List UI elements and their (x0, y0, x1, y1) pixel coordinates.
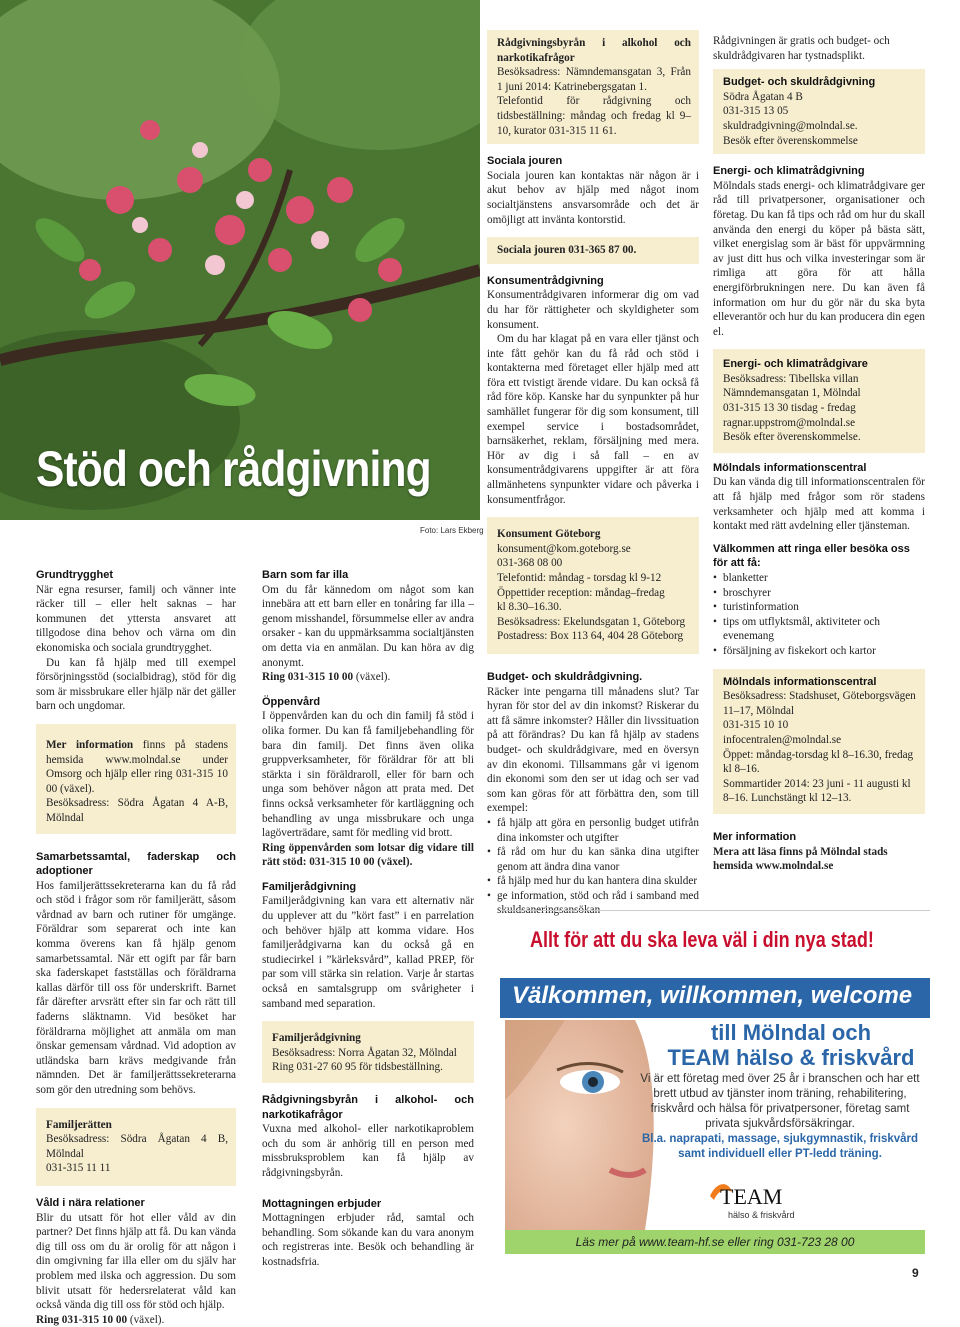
paragraph: Mottagningen erbjuder råd, samtal och behandling. Som sökande kan du vara anonym och registreras inte. Besök och behandling är kostnadsfria. (262, 1212, 474, 1268)
box-line: Södra Ågatan 4 B (723, 90, 803, 103)
ad-footer-text: Läs mer på www.team-hf.se eller ring 031-723 28 00 (575, 1235, 855, 1249)
box-line: Besök efter överenskommelse. (723, 431, 861, 444)
box-line: ragnar.uppstrom@molndal.se (723, 416, 856, 429)
paragraph: Vuxna med alkohol- eller narkotikaproblem och du som är anhörig till en person med missbruksproblem kan få hjälp av rådgivningsbyrån. (262, 1123, 474, 1179)
box-title: Konsument Göteborg (497, 528, 601, 541)
box-line: Öppettider reception: måndag–fredag (497, 586, 665, 599)
familjeratten-box (36, 1108, 236, 1186)
box-address: Besöksadress: Nämndemansgatan 3, Från 1 juni 2014: Katrinebergsgatan 1. (497, 66, 691, 93)
paragraph: När egna resurser, familj och vänner inte räcker till – eller helt saknas – har kommunen det yttersta ansvaret att tillgodose dina behov och värna om din ekonomiska och sociala grundtrygghet. (36, 583, 236, 654)
box-line: Nämndemansgatan 1, Mölndal (723, 387, 861, 400)
paragraph: Mölndals stads energi- och klimatrådgivare ger råd till privatpersoner, organisationer och företag. Du kan få tips och råd om hur du skall använda den energi du köper på bästa sätt, vilket energislag som är bäst för uppvärmning av just ditt hus och vilka investeringar som är rimliga att göra för att hålla energiförbrukningen nere. Du kan även få information om hur du gör när du ska byta elleverantör och hur du kan producera din egen el. (713, 179, 925, 338)
box-phone: Ring 031-27 60 95 för tidsbeställning. (272, 1061, 443, 1074)
list-item: • få hjälp med hur du kan hantera dina skulder (487, 874, 699, 889)
paragraph: Konsumentrådgivaren informerar dig om vad du har för rättigheter och skyldigheter som konsument. (487, 289, 699, 331)
box-phone: 031-315 11 11 (46, 1162, 111, 1175)
box-line: 031-315 13 30 tisdag - fredag (723, 402, 856, 415)
column-3 (487, 30, 699, 918)
paragraph: Du kan få hjälp med till exempel försörjningsstöd (socialbidrag), stöd för dig som är missbrukare eller hjälp när det gäller barn och ungdomar. (36, 656, 236, 713)
paragraph-bold: Mera att läsa finns på Mölndal stads hemsida www.molndal.se (713, 845, 888, 873)
konsument-goteborg-box (487, 517, 699, 654)
phone-number: Ring 031-315 10 00 (36, 1313, 128, 1326)
box-line: Besöksadress: Tibellska villan (723, 372, 859, 385)
list-item: • turistinformation (713, 600, 925, 615)
heading-valkommen: Välkommen att ringa eller besöka oss för att få: (713, 542, 910, 570)
info-address: Besöksadress: Södra Ågatan 4 A-B, Mölndal (46, 797, 228, 824)
heading-barn: Barn som far illa (262, 569, 349, 581)
heading-sociala-jouren: Sociala jouren (487, 155, 563, 168)
box-line: Besök efter överenskommelse (723, 134, 858, 147)
heading-konsument: Konsumentrådgivning (487, 274, 604, 287)
box-title: Budget- och skuldrådgivning (723, 76, 876, 89)
page-number: 9 (912, 1266, 919, 1280)
paragraph: Blir du utsatt för hot eller våld av din partner? Det finns hjälp att få. Du kan vända dig till oss om du är orolig för att någon i din omgivning far illa eller om du själv har problem med ilska och aggression. Du som blivit utsatt för hedersrelaterat våld kan också vända dig till oss för stöd och hjälp. (36, 1211, 236, 1312)
paragraph: Rådgivningen är gratis och budget- och skuldrådgivaren har tystnadsplikt. (713, 35, 890, 62)
box-line: 031-315 10 10 (723, 719, 789, 732)
heading-alkohol: Rådgivningsbyrån i alkohol- och narkotikafrågor (262, 1094, 474, 1121)
paragraph: Hos familjerättssekreterarna kan du få råd och stöd i frågor som rör familjerätt, såsom vårdnad av barn och rutiner för umgänge. Föräldrar som separerat och inte kan komma överens kan få hjälp genom samarbetssamtal. När ett ogift par får barn ska faderskapet fastställas och föräldrarna kallas därför till oss för underskrift. Barnet får därefter arvsrätt efter sin far och rätt till faderns släktnamn. Vid besöket har föräldrarna möjlighet att anmäla om man önskar gemensam vårdnad. Vid adoption av utländska barn krävs medgivande från nämnden. Det är familjerättssekreterarna som gör den utredning som behövs. (36, 879, 236, 1096)
list-item: • ge information, stöd och råd i samband med skuldsaneringsansökan (487, 889, 699, 918)
logo-main: TEAM (720, 1184, 783, 1209)
list-item: • broschyrer (713, 586, 925, 601)
heading-grundtrygghet: Grundtrygghet (36, 569, 113, 581)
paragraph: Du kan vända dig till informationscentralen för att få hjälp med frågor som rör stadens verksamheter och hjälp med att komma i kontakt med rätt avdelning eller tjänsteman. (713, 476, 925, 533)
box-address: Besöksadress: Södra Ågatan 4 B, Mölndal (46, 1133, 228, 1160)
paragraph: Om du får kännedom om något som kan innebära att ett barn eller en tonåring far illa – genom misshandel, försummelse eller av andra orsaker - kan du uppmärksamma socialtjänsten om detta via en anmälan. Du kan höra av dig anonymt. (262, 583, 474, 669)
heading-samarbetssamtal: Samarbetssamtal, faderskap och adoptioner (36, 850, 236, 878)
heading-oppenvard: Öppenvård (262, 695, 321, 708)
column-4 (713, 34, 925, 874)
box-line: Besöksadress: Stadshuset, Göteborgsvägen 11–17, Mölndal (723, 690, 916, 717)
heading-budget: Budget- och skuldrådgivning. (487, 670, 643, 683)
box-phone: Telefontid för rådgivning och tidsbeställning: måndag och fredag kl 9–10, kurator 031-315 11 61. (497, 95, 691, 137)
ad-footer (505, 1230, 925, 1254)
box-line: skuldradgivning@molndal.se. (723, 119, 858, 132)
team-logo (706, 1178, 796, 1224)
box-title: Rådgivningsbyrån i alkohol och narkotikafrågor (497, 37, 691, 64)
info-text: finns på stadens hemsida www.molndal.se under Omsorg och hjälp eller ring 031-315 10 00 (växel). (46, 738, 229, 795)
informationscentral-box (713, 669, 925, 814)
box-line: konsument@kom.goteborg.se (497, 542, 631, 555)
box-line: Postadress: Box 113 64, 404 28 Göteborg (497, 630, 684, 643)
ad-heading-line1: till Mölndal och (710, 1020, 872, 1045)
ad-description: Vi är ett företag med över 25 år i branschen och har ett brett utbud av tjänster inom träning, rehabilitering, friskvård och hälsa för privatpersoner, företag samt privata sjukvårdsförsäkringar. (640, 1073, 920, 1130)
box-line: 031-368 08 00 (497, 557, 563, 570)
paragraph: Sociala jouren kan kontaktas när någon är i akut behov av hjälp med något inom socialtjänstens ansvarsområde och det är omöjligt att invänta kontorstid. (487, 169, 699, 226)
info-box (36, 724, 236, 834)
photo-credit: Foto: Lars Ekberg (420, 526, 484, 535)
ad-body (640, 1072, 920, 1162)
phone-number: Ring 031-315 10 00 (262, 671, 354, 684)
logo-sub: hälso & friskvård (728, 1210, 795, 1220)
familjeradgivning-box (262, 1021, 474, 1083)
ad-title: Allt för att du ska leva väl i din nya stad! (530, 927, 874, 952)
paragraph-bold: Ring öppenvården som lotsar dig vidare till rätt stöd: 031-315 10 00 (växel). (262, 841, 474, 869)
box-address: Besöksadress: Norra Ågatan 32, Mölndal (272, 1046, 457, 1059)
energi-box (713, 349, 925, 453)
box-line: Öppet: måndag-torsdag kl 8–16.30, fredag kl 8–16. (723, 748, 914, 776)
phone-suffix: (växel). (127, 1313, 165, 1326)
ad-heading-line2: TEAM hälso & friskvård (667, 1045, 915, 1070)
paragraph: Räcker inte pengarna till månadens slut? Tar hyran för stor del av din inkomst? Riskerar du att få sämre inkomster? Håller din livssituation på att förändras? Du kan få hjälp av stadens budget- och skuldrådgivare, med en översyn av din ekonomi. Tillsammans går vi igenom din ekonomi som den ser ut idag och ser vad som kan göras för att förbättra den, som till exempel: (487, 685, 699, 815)
budget-list (487, 816, 699, 918)
service-list (713, 571, 925, 659)
heading-informationscentral: Mölndals informationscentral (713, 461, 867, 474)
box-title: Mölndals informationscentral (723, 675, 877, 688)
radgivningsbyran-box (487, 30, 699, 144)
info-label: Mer information (46, 738, 134, 751)
ad-services: Bl.a. naprapati, massage, sjukgymnastik, friskvård samt individuell eller PT-ledd träning. (641, 1133, 919, 1160)
column-1 (36, 568, 236, 1327)
box-line: 031-315 13 05 (723, 105, 789, 118)
box-line: Telefontid: måndag - torsdag kl 9-12 (497, 572, 662, 584)
box-phone: Sociala jouren 031-365 87 00. (497, 244, 637, 257)
box-line: infocentralen@molndal.se (723, 733, 842, 746)
box-title: Familjerådgivning (272, 1032, 361, 1045)
list-item: • få hjälp att göra en personlig budget utifrån dina inkomster och utgifter (487, 816, 699, 845)
column-2 (262, 568, 474, 1270)
heading-familjeradgivning: Familjerådgivning (262, 880, 357, 893)
sociala-jouren-box (487, 237, 699, 264)
box-line: kl 8.30–16.30. (497, 601, 562, 614)
heading-mer-information: Mer information (713, 830, 797, 843)
budget-box (713, 69, 925, 154)
phone-suffix: (växel). (353, 671, 391, 684)
ad-heading (656, 1020, 926, 1070)
heading-energi: Energi- och klimatrådgivning (713, 165, 865, 178)
heading-vald: Våld i nära relationer (36, 1196, 145, 1209)
headline: Stöd och rådgivning (36, 441, 431, 497)
heading-mottagningen: Mottagningen erbjuder (262, 1197, 382, 1210)
box-title: Energi- och klimatrådgivare (723, 358, 868, 371)
list-item: • tips om utflyktsmål, aktiviteter och evenemang (713, 615, 925, 644)
box-line: Besöksadress: Ekelundsgatan 1, Göteborg (497, 615, 686, 628)
ad-welcome-text: Välkommen, willkommen, welcome (512, 982, 913, 1009)
list-item: • blanketter (713, 571, 925, 586)
paragraph: Om du har klagat på en vara eller tjänst och inte fått gehör kan du få råd och stöd i kontakterna med företaget eller hjälp med att föra ett tvistigt ärende vidare. Du kan också få råd före köp. Kanske har du synpunkter på hur samhället fungerar för dig som konsument, till exempel service i bostadsområdet, barnsäkerhet, reklam, försäljning med mera. Hör av dig i så fall – en av konsumentrådgivarens uppgifter är att föra allmänhetens synpunkter vidare och påverka i konsumentfrågor. (487, 333, 699, 506)
paragraph: Familjerådgivning kan vara ett alternativ när du upplever att du ”kört fast” i en parrelation och behöver hjälp att komma vidare. Hos familjerådgivarna kan du också gå en studiecirkel i ”kärleksvård”, kallad PREP, för par som vill stärka sin relation. Varje år startas också en samtalsgrupp om svårigheter i samband med separation. (262, 895, 474, 1010)
paragraph: I öppenvården kan du och din familj få stöd i olika former. Du kan få familjebehandling för bara din familj. Det finns även olika gruppverksamheter, för föräldrar för att bli stärkta i sin föräldraroll, eller för barn och unga som behöver någon att prata med. Det finns också verksamheter för kartläggning och behandling av unga missbrukare och unga lagöverträdare, samt för medling vid brott. (262, 710, 474, 840)
box-line: Sommartider 2014: 23 juni - 11 augusti kl 8–16. Lunchstängt kl 12–13. (723, 777, 911, 805)
list-item: • försäljning av fiskekort och kartor (713, 644, 925, 659)
box-title: Familjerätten (46, 1118, 112, 1131)
list-item: • få råd om hur du kan sänka dina utgifter genom att ändra dina vanor (487, 845, 699, 874)
